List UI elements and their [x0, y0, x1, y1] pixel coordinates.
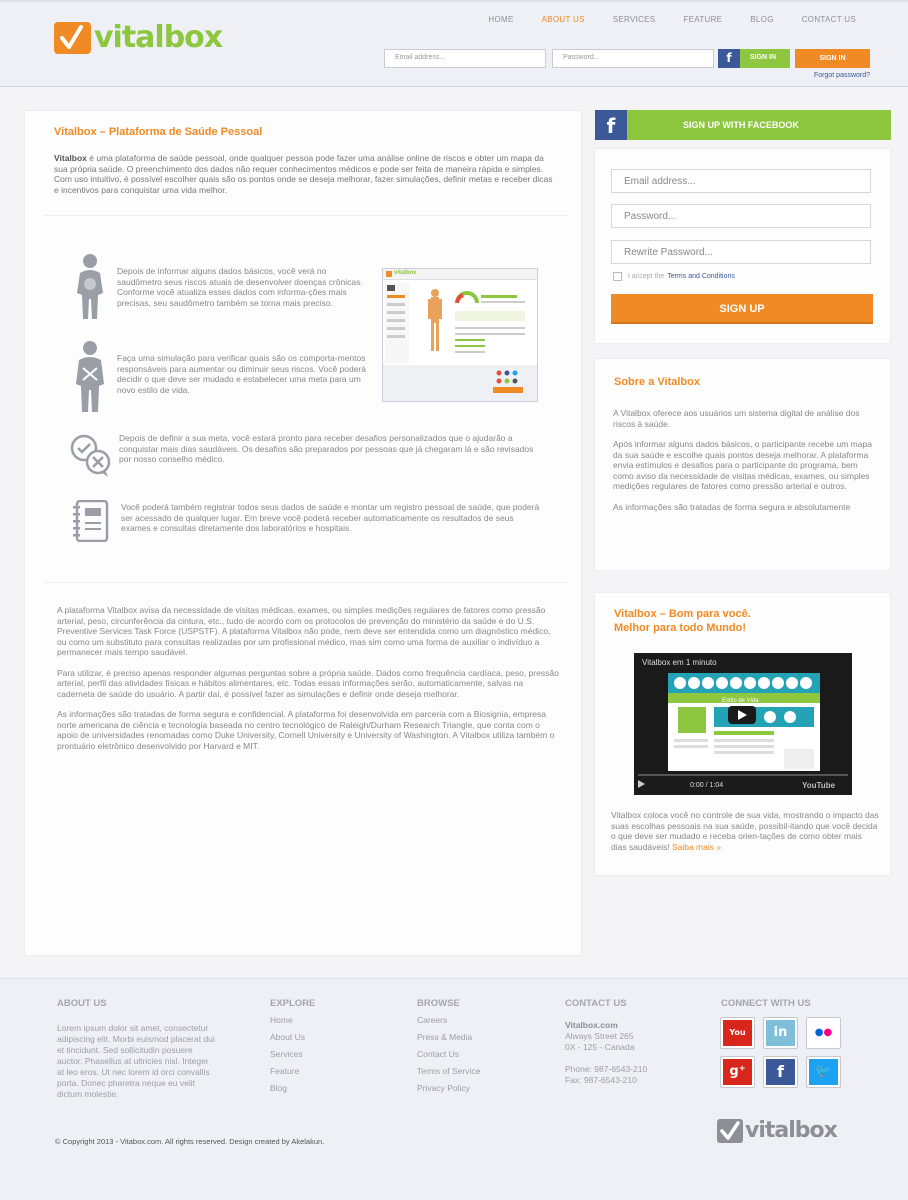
- contact-phone: Phone: 987-6543-210: [565, 1064, 648, 1074]
- chat-bubbles-icon: [68, 433, 112, 481]
- footer-contact-info: [565, 1020, 647, 1086]
- long-paragraph-2: Para utilizar, é preciso apenas responder algumas perguntas sobre a própria saúde. Dados como frequência cardíaca, peso, pressão arterial, perfil das atividades físicas e hábitos alimentares, etc. Todas essas informações serão, automaticamente, salvas na caderneta de saúde do usuário. A partir daí, é possível fazer as simulações e definir onde deseja melhorar.: [57, 667, 559, 699]
- footer-link-press-media[interactable]: Press & Media: [417, 1032, 473, 1042]
- nav-home[interactable]: HOME: [488, 15, 514, 24]
- long-description: [57, 605, 562, 761]
- footer-link-blog[interactable]: Blog: [270, 1083, 288, 1093]
- footer-link-feature[interactable]: Feature: [270, 1066, 300, 1076]
- copyright-text: © Copyright 2013 - Vitabox.com. All rights reserved. Design created by Akelakun.: [55, 1137, 325, 1146]
- video-time: 0:00 / 1:04: [690, 782, 724, 789]
- long-paragraph-1: A plataforma Vitalbox avisa da necessidade de visitas médicas, exames, ou simples medições regulares de fatores como pressão arterial, peso, circunferência da cintura, etc., tudo de acordo com os protocolos de prevenção do ministério da saúde e do U.S. Preventive Services Task Force (USPSTF). A plataforma Vitalbox não pode, nem deve ser entendida como um diagnóstico médico, ou como um substituto para consultas realizadas por um profissional médico, mas sim como uma forma de auxiliar o indivíduo a permanecer mais tempo saudável.: [57, 605, 551, 657]
- contact-address-1: Always Street 265: [565, 1031, 634, 1041]
- about-text: [613, 408, 875, 522]
- flickr-icon[interactable]: ●●: [806, 1017, 841, 1049]
- footer-contact-heading: CONTACT US: [565, 998, 627, 1009]
- read-more-link[interactable]: Saiba mais »: [671, 841, 722, 852]
- footer-link-home[interactable]: Home: [270, 1015, 293, 1025]
- contact-address-2: 0X - 125 - Canada: [565, 1042, 635, 1052]
- nav-contact-us[interactable]: CONTACT US: [801, 15, 856, 24]
- terms-row: [613, 272, 735, 281]
- nav-blog[interactable]: BLOG: [750, 15, 774, 24]
- footer-checkmark-icon: [717, 1119, 743, 1143]
- play-icon[interactable]: [638, 780, 645, 788]
- footer-about-heading: ABOUT US: [57, 998, 107, 1009]
- twitter-icon[interactable]: 🐦: [806, 1056, 841, 1088]
- google-plus-icon[interactable]: g⁺: [720, 1056, 755, 1088]
- notebook-icon: [72, 500, 110, 544]
- intro-body: é uma plataforma de saúde pessoal, onde qualquer pessoa pode fazer uma análise online de riscos e obter um mapa da sua própria saúde. O preenchimento dos dados não requer conhecimentos médicos e pode ser feita de maneira rápida e simples. Com uso intuitivo, é possível escolher quais são os pontos onde se deseja melhorar, fazer simulações, definir metas e receber dicas e incentivos para conquistar uma vida melhor.: [54, 153, 553, 195]
- video-section-title: [614, 607, 751, 635]
- sign-in-button[interactable]: SIGN IN: [795, 49, 870, 68]
- logo-text: vitalbox: [94, 20, 223, 55]
- footer-link-careers[interactable]: Careers: [417, 1015, 448, 1025]
- facebook-sign-up-label: SIGN UP WITH FACEBOOK: [683, 120, 799, 130]
- footer-logo[interactable]: [717, 1118, 837, 1143]
- feature-text-2: Faça uma simulação para verificar quais são os comporta-mentos responsáveis para aumentar ou diminuir seus riscos. Você poderá decidir o que deve ser mudado e estabelecer uma meta para um novo estilo de vida.: [117, 353, 366, 395]
- contact-fax: Fax: 987-6543-210: [565, 1075, 637, 1085]
- video-title-line-1: Vitalbox – Bom para você.: [614, 608, 751, 620]
- feature-text-4: Você poderá também registrar todos seus dados de saúde e montar um registro pessoal de saúde, que poderá ser acessado de qualquer lugar. Em breve você poderá receber automaticamente os resultados de seus exames e consultas diretamente dos laboratórios e hospitais.: [121, 502, 540, 533]
- video-caption: [611, 810, 879, 852]
- signup-password-input[interactable]: Password...: [611, 204, 871, 228]
- terms-checkbox[interactable]: [613, 272, 622, 281]
- footer-logo-text: vitalbox: [745, 1118, 837, 1143]
- site-logo[interactable]: [54, 20, 222, 55]
- header-password-input[interactable]: Password...: [552, 49, 714, 68]
- footer-explore-heading: EXPLORE: [270, 998, 316, 1009]
- facebook-icon: f: [718, 49, 740, 68]
- intro-brand: Vitalbox: [54, 153, 87, 163]
- footer-explore-list: [270, 1012, 305, 1097]
- about-title: Sobre a Vitalbox: [614, 376, 700, 388]
- footer-browse-heading: BROWSE: [417, 998, 460, 1009]
- about-paragraph-1: A Vitalbox oferece aos usuários um sistema digital de análise dos riscos à saúde.: [613, 408, 860, 429]
- youtube-logo[interactable]: YouTube: [802, 781, 836, 790]
- checkmark-logo-icon: [54, 22, 91, 54]
- header-email-input[interactable]: Email address...: [384, 49, 546, 68]
- intro-text: [54, 153, 554, 195]
- nav-feature[interactable]: FEATURE: [683, 15, 723, 24]
- facebook-sign-up-button[interactable]: [595, 110, 891, 140]
- footer-browse-list: [417, 1012, 480, 1097]
- long-paragraph-3: As informações são tratadas de forma segura e confidencial. A plataforma foi desenvolvida em parceria com a Biosignia, empresa norte americana de ciência e tecnologia baseada no centro tecnológico de Raleigh/Durham Research Triangle, que conta com o apoio de universidades renomadas como Duke University, Cornell University e University of Washington. A Vitalbox utiliza também o prontuário eletrônico desenvolvido por Harvard e MIT.: [57, 709, 555, 751]
- video-inner-heading: Estilo de Vida: [722, 698, 759, 704]
- feature-text-3: Depois de definir a sua meta, você estará pronto para receber desafios personalizados que o ajudarão a conquistar mais dias saudáveis. Os desafios são preparados por pessoas que já chegaram lá e são revisados por nosso conselho médico.: [119, 433, 534, 464]
- facebook-sign-in-label: SIGN IN: [750, 54, 777, 61]
- video-caption-title: Vitalbox em 1 minuto: [642, 658, 717, 667]
- linkedin-icon[interactable]: in: [763, 1017, 798, 1049]
- signup-rewrite-password-input[interactable]: Rewrite Password...: [611, 240, 871, 264]
- screenshot-logo: vitalbox: [394, 270, 417, 276]
- signup-email-input[interactable]: Email address...: [611, 169, 871, 193]
- video-caption-text: Vitalbox coloca você no controle de sua vida, mostrando o impacto das suas escolhas pessoais na sua saúde, possibil-itando que você decida o que deve ser mudado e receba orien-tações de como obter mais dias saudáveis!: [611, 810, 879, 852]
- facebook-icon: f: [595, 110, 627, 140]
- divider: [44, 215, 568, 216]
- contact-name: Vitalbox.com: [565, 1020, 618, 1030]
- main-nav: [474, 15, 870, 24]
- nav-about-us[interactable]: ABOUT US: [541, 15, 585, 24]
- footer-about-text: Lorem ipsum dolor sit amet, consectetur adipiscing elit. Morbi euismod placerat dui et tincidunt. Sed sollicitudin posuere auctor. Phasellus at ultricies nisl. Integer at leo eros. Ut nec lorem id orci convallis porta. Donec pharetra neque eu velit dictum molestie.: [57, 1023, 215, 1099]
- footer-link-privacy[interactable]: Privacy Policy: [417, 1083, 470, 1093]
- video-title-line-2: Melhor para todo Mundo!: [614, 622, 746, 634]
- body-simulation-icon: [74, 340, 106, 416]
- terms-prefix: I accept the: [628, 273, 665, 280]
- facebook-sign-in-button[interactable]: [718, 49, 790, 68]
- footer-connect-heading: CONNECT WITH US: [721, 998, 811, 1009]
- video-player[interactable]: [634, 653, 852, 795]
- forgot-password-link[interactable]: Forgot password?: [814, 72, 871, 79]
- footer-link-about-us[interactable]: About Us: [270, 1032, 305, 1042]
- terms-link[interactable]: Terms and Conditions: [667, 273, 735, 280]
- feature-text-1: Depois de informar alguns dados básicos, você verá no saudômetro seus riscos atuais de desenvolver doenças crônicas. Conforme você atualiza esses dados com informa-ções mais precisas, seu saudômetro também se torna mais preciso.: [117, 266, 363, 308]
- facebook-social-icon[interactable]: f: [763, 1056, 798, 1088]
- body-silhouette-icon: [74, 253, 106, 323]
- about-paragraph-2: Após informar alguns dados básicos, o participante recebe um mapa da sua saúde e escolhe quais pontos deseja melhorar. A plataforma envia estímulos e desafios para o participante do programa, bem como aviso da necessidade de visitas médicas, exames, ou simples medições regulares de fatores como pressão arterial e outros.: [613, 439, 872, 491]
- footer-link-contact-us[interactable]: Contact Us: [417, 1049, 460, 1059]
- about-paragraph-3: As informações são tratadas de forma segura e absolutamente: [613, 501, 851, 512]
- youtube-icon[interactable]: You: [720, 1017, 755, 1049]
- platform-screenshot: [382, 268, 538, 402]
- footer-link-terms[interactable]: Terms of Service: [417, 1066, 481, 1076]
- divider: [44, 582, 568, 583]
- sign-up-button[interactable]: SIGN UP: [611, 294, 873, 324]
- nav-services[interactable]: SERVICES: [612, 15, 656, 24]
- intro-title: Vitalbox – Plataforma de Saúde Pessoal: [54, 126, 263, 138]
- footer-link-services[interactable]: Services: [270, 1049, 303, 1059]
- site-header: [0, 0, 908, 87]
